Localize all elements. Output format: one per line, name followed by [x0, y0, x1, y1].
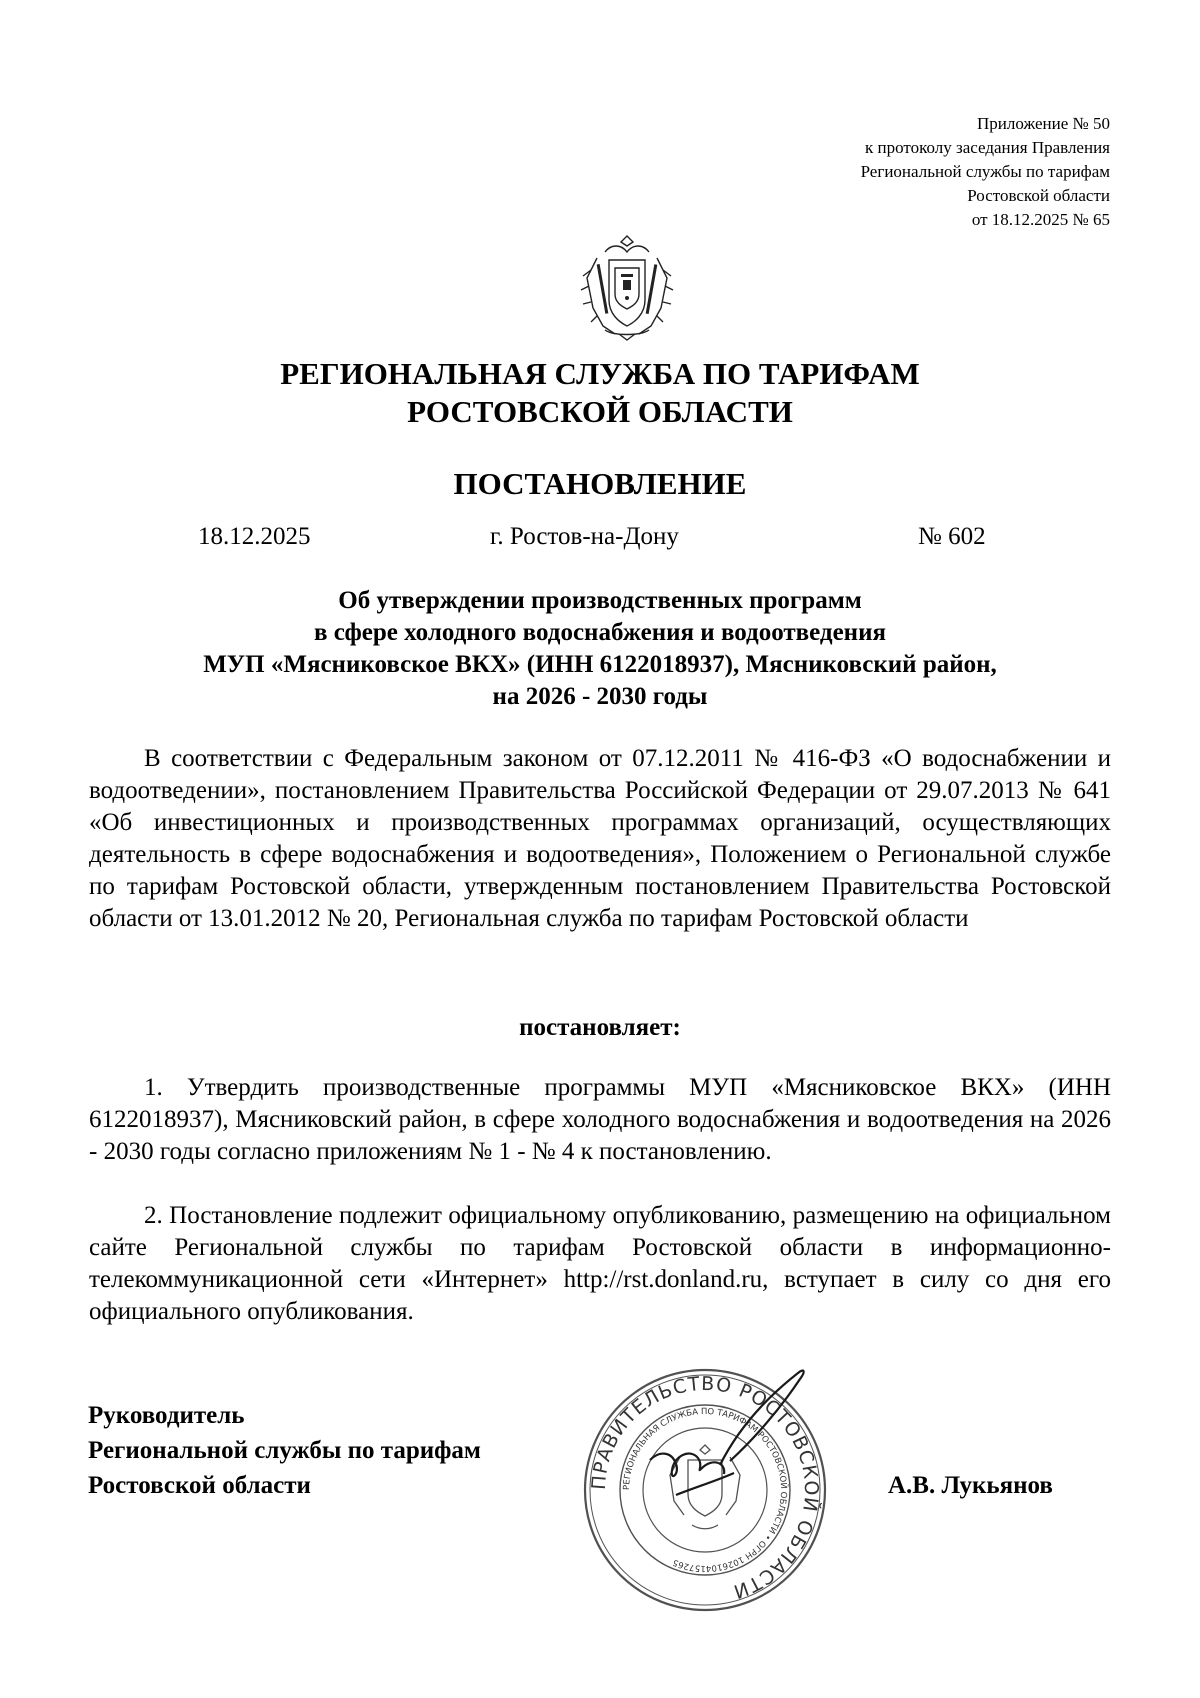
- preamble-paragraph: В соответствии с Федеральным законом от 07.12.2011 № 416-ФЗ «О водоснабжении и водоотведении», постановлением Правительства Российской Федерации от 29.07.2013 № 641 «Об инвестиционных и производственных программах организаций, осуществляющих деятельность в сфере водоснабжения и водоотведения», Положением о Региональной службе по тарифам Ростовской области, утвержденным постановлением Правительства Ростовской области от 13.01.2012 № 20, Региональная служба по тарифам Ростовской области: [89, 745, 1111, 932]
- coat-of-arms-icon: [575, 230, 679, 344]
- org-line: РЕГИОНАЛЬНАЯ СЛУЖБА ПО ТАРИФАМ: [280, 356, 920, 391]
- signatory-line: Региональной службы по тарифам: [88, 1437, 481, 1464]
- org-line: РОСТОВСКОЙ ОБЛАСТИ: [407, 394, 793, 429]
- appendix-line: к протоколу заседания Правления: [865, 138, 1110, 157]
- document-number: № 602: [918, 523, 986, 550]
- document-type: ПОСТАНОВЛЕНИЕ: [453, 466, 747, 501]
- document-subject: [0, 585, 1200, 713]
- signatory-line: Руководитель: [88, 1402, 245, 1429]
- appendix-line: Ростовской области: [967, 186, 1110, 205]
- organization-title: [0, 355, 1200, 431]
- appendix-line: Приложение № 50: [977, 114, 1110, 133]
- official-seal-icon: [580, 1365, 830, 1615]
- subject-line: МУП «Мясниковское ВКХ» (ИНН 6122018937), Мясниковский район,: [203, 651, 997, 678]
- document-date: 18.12.2025: [198, 523, 311, 550]
- subject-line: на 2026 - 2030 годы: [492, 683, 708, 710]
- seal-inner-text: РЕГИОНАЛЬНАЯ СЛУЖБА ПО ТАРИФАМ РОСТОВСКОЙ ОБЛАСТИ • ОГРН 1026104157265: [621, 1406, 789, 1574]
- subject-line: в сфере холодного водоснабжения и водоотведения: [313, 619, 887, 646]
- decides-heading: постановляет:: [519, 1014, 681, 1041]
- signatory-line: Ростовской области: [88, 1472, 311, 1499]
- appendix-note: [861, 112, 1110, 232]
- appendix-line: от 18.12.2025 № 65: [971, 210, 1110, 229]
- subject-line: Об утверждении производственных программ: [338, 587, 862, 614]
- resolution-item-2: 2. Постановление подлежит официальному опубликованию, размещению на официальном сайте Региональной службы по тарифам Ростовской области в информационно-телекоммуникационной сети «Интернет» http://rst.donland.ru, вступает в силу со дня его официального опубликования.: [89, 1202, 1111, 1325]
- appendix-line: Региональной службы по тарифам: [860, 162, 1110, 181]
- signatory-name: А.В. Лукьянов: [888, 1472, 1053, 1499]
- seal-outer-text: ПРАВИТЕЛЬСТВО РОСТОВСКОЙ ОБЛАСТИ: [587, 1372, 823, 1603]
- signatory-title: [88, 1398, 481, 1503]
- resolution-item-1: 1. Утвердить производственные программы МУП «Мясниковское ВКХ» (ИНН 6122018937), Мясниковский район, в сфере холодного водоснабжения и водоотведения на 2026 - 2030 годы согласно приложениям № 1 - № 4 к постановлению.: [89, 1074, 1111, 1165]
- document-city: г. Ростов-на-Дону: [490, 523, 679, 550]
